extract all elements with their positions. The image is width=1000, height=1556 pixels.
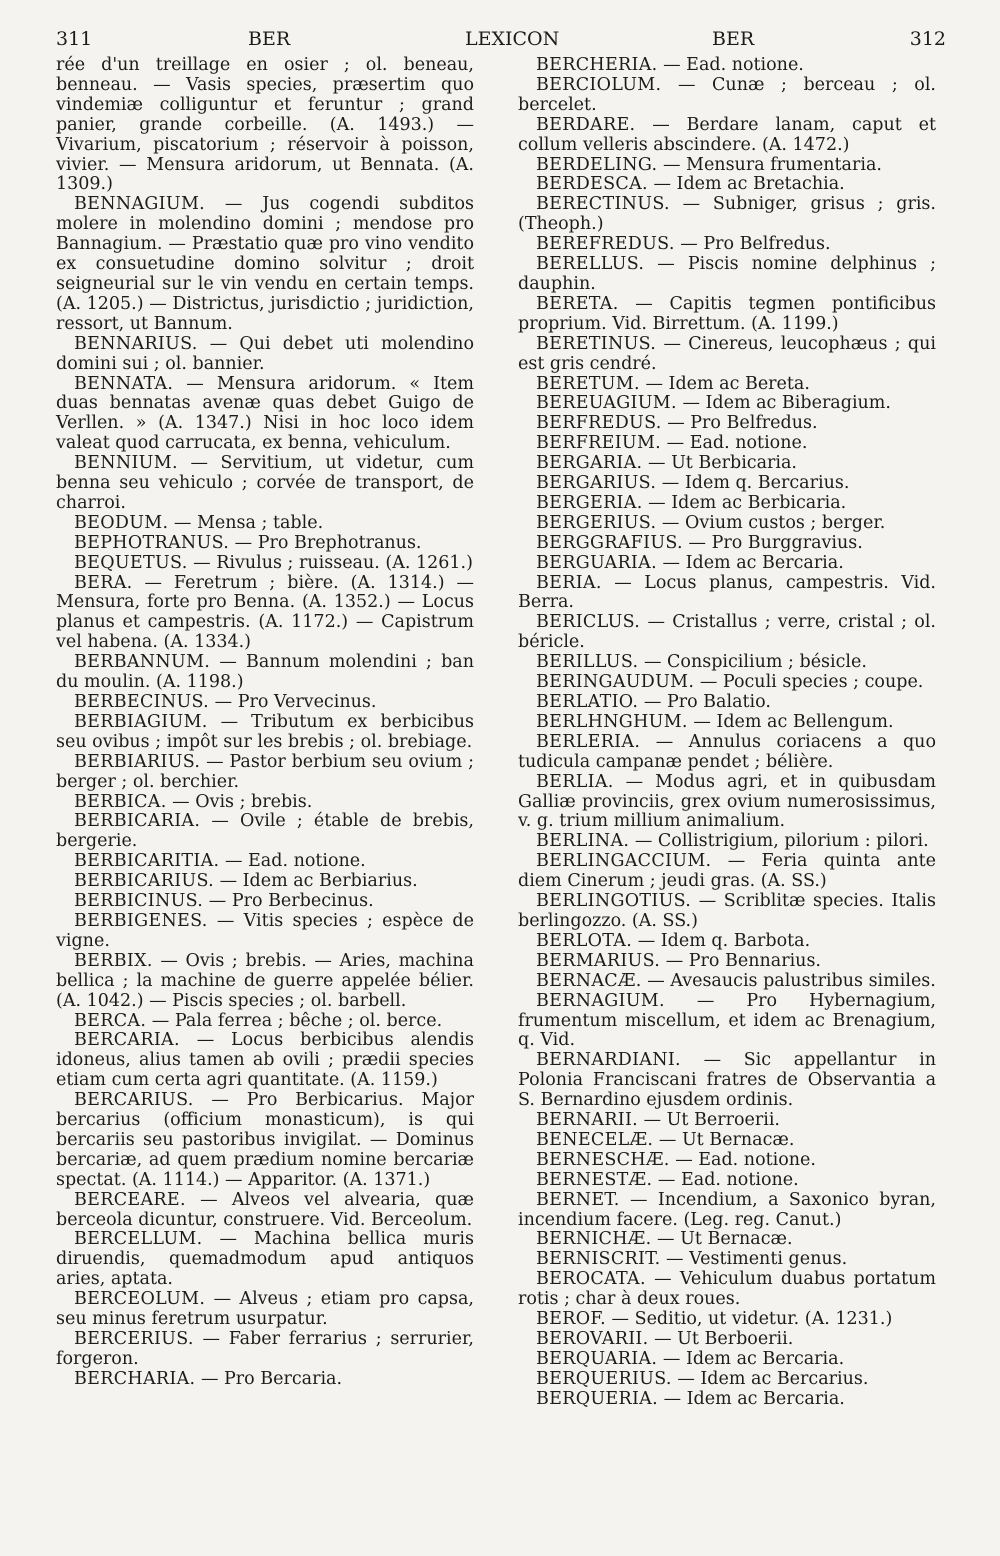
dictionary-entry [518, 235, 936, 255]
dictionary-entry [518, 1131, 936, 1151]
entry-headword: BERCIOLUM. [536, 74, 662, 95]
dictionary-entry [56, 514, 474, 534]
entry-headword: BERCELLUM. [74, 1229, 203, 1250]
entry-definition: — Pro Belfredus. [667, 413, 818, 434]
entry-definition: — Pro Vervecinus. [214, 692, 377, 712]
dictionary-entry [518, 832, 936, 852]
entry-definition: — Pro Belfredus. [680, 234, 831, 255]
entry-headword: BEQUETUS. [74, 552, 188, 573]
entry-headword: BERDARE. [536, 114, 636, 135]
dictionary-entry [518, 494, 936, 514]
entry-definition: — Pro Burggravius. [688, 532, 863, 553]
left-page-number: 311 [56, 28, 93, 50]
entry-headword: BERINGAUDUM. [536, 672, 695, 693]
dictionary-entry [56, 454, 474, 514]
dictionary-entry [518, 514, 936, 534]
dictionary-entry [56, 335, 474, 375]
entry-headword: BERBIX. [74, 950, 153, 971]
entry-definition: — Idem ac Bercaria. [662, 552, 844, 573]
entry-definition: — Ead. notione. [666, 433, 808, 454]
entry-headword: BERETINUS. [536, 333, 657, 354]
dictionary-entry [518, 116, 936, 156]
dictionary-entry [56, 534, 474, 554]
entry-headword: BERLINA. [536, 831, 630, 852]
entry-definition: — Ead. notione. [675, 1149, 816, 1170]
entry-headword: BERBIARIUS. [74, 751, 201, 772]
entry-definition: — Ead. notione. [657, 1169, 799, 1190]
entry-definition: — Bannum molendini ; ban du moulin. (A. 1198.) [56, 652, 474, 693]
entry-definition: — Cunæ ; berceau ; ol. bercelet. [518, 74, 936, 115]
entry-definition: — Mensura frumentaria. [662, 154, 882, 175]
dictionary-entry [56, 1012, 474, 1032]
entry-headword: BERQUERIA. [536, 1388, 658, 1409]
dictionary-entry [518, 1310, 936, 1330]
dictionary-entry [56, 1091, 474, 1191]
entry-definition: — Collistrigium, pilorium : pilori. [634, 831, 929, 852]
entry-headword: BERFREDUS. [536, 413, 662, 434]
entry-definition: — Berdare lanam, caput et collum velleris abscindere. (A. 1472.) [518, 114, 936, 155]
entry-headword: BERCERIUS. [74, 1329, 194, 1349]
dictionary-entry [56, 554, 474, 574]
entry-headword: BERGUARIA. [536, 552, 657, 573]
dictionary-entry [56, 375, 474, 455]
entry-definition: — Idem ac Bereta. [645, 373, 810, 394]
entry-headword: BERCHERIA. [536, 55, 658, 75]
dictionary-entry [518, 713, 936, 733]
dictionary-entry [56, 713, 474, 753]
entry-headword: BERNARDIANI. [536, 1050, 681, 1071]
dictionary-entry [518, 613, 936, 653]
entry-definition: — Seditio, ut videtur. (A. 1231.) [611, 1309, 893, 1330]
dictionary-entry [518, 693, 936, 713]
right-column [518, 56, 936, 1410]
dictionary-entry [56, 1290, 474, 1330]
entry-headword: BERCEARE. [74, 1189, 186, 1210]
entry-definition: — Incendium, a Saxonico byran, incendium facere. (Leg. reg. Canut.) [518, 1189, 936, 1230]
entry-headword: BERBICARITIA. [74, 851, 220, 872]
dictionary-entry [518, 195, 936, 235]
dictionary-entry [518, 454, 936, 474]
entry-definition: — Modus agri, et in quibusdam Galliæ provinciis, grex ovium numerosissimus, v. g. trium millium animalium. [518, 771, 936, 832]
entry-definition: — Ead. notione. [663, 55, 804, 75]
entry-headword: BEROVARII. [536, 1329, 649, 1349]
entry-definition: — Feria quinta ante diem Cinerum ; jeudi gras. (A. SS.) [518, 851, 936, 892]
entry-definition: — Pro Bennarius. [665, 950, 821, 971]
dictionary-entry [518, 1350, 936, 1370]
entry-headword: BERNARII. [536, 1110, 639, 1131]
entry-definition: — Ovis ; brebis. [172, 791, 313, 812]
dictionary-entry [56, 753, 474, 793]
left-column [56, 56, 474, 1390]
dictionary-entry [56, 574, 474, 654]
dictionary-entry [518, 932, 936, 952]
entry-definition: — Servitium, ut videtur, cum benna seu vehiculo ; corvée de transport, de charroi. [56, 453, 474, 513]
entry-definition: — Idem q. Barbota. [637, 930, 811, 951]
entry-headword: BERECTINUS. [536, 194, 670, 215]
entry-headword: BERGGRAFIUS. [536, 532, 683, 553]
entry-headword: BERNISCRIT. [536, 1249, 661, 1270]
entry-headword: BERETUM. [536, 373, 640, 394]
entry-headword: BERILLUS. [536, 652, 639, 673]
dictionary-entry [518, 1390, 936, 1410]
dictionary-entry [518, 1051, 936, 1111]
dictionary-entry [518, 852, 936, 892]
entry-definition: rée d'un treillage en osier ; ol. beneau, benneau. — Vasis species, præsertim quo vindemiæ colliguntur et feruntur ; grand panier, grande corbeille. (A. 1493.) — Vivarium, piscatorium ; réservoir à poisson, vivier. — Mensura aridorum, ut Bennata. (A. 1309.) [56, 55, 474, 195]
entry-definition: — Idem ac Berbiarius. [219, 871, 418, 892]
dictionary-entry [56, 852, 474, 872]
entry-definition: — Locus planus, campestris. Vid. Berra. [518, 572, 936, 613]
entry-headword: BERNESTÆ. [536, 1169, 653, 1190]
entry-definition: — Ut Bernacæ. [657, 1229, 793, 1250]
entry-headword: BENNIUM. [74, 453, 178, 474]
entry-definition: — Idem ac Bercaria. [662, 1348, 845, 1369]
dictionary-entry [518, 474, 936, 494]
dictionary-entry [56, 195, 474, 334]
entry-headword: BERQUARIA. [536, 1348, 658, 1369]
entry-headword: BERA. [74, 572, 133, 593]
running-header [50, 28, 950, 54]
entry-headword: BEODUM. [74, 512, 169, 533]
dictionary-entry [518, 1230, 936, 1250]
dictionary-entry [518, 554, 936, 574]
entry-headword: BERBICARIA. [74, 811, 201, 832]
dictionary-entry [518, 76, 936, 116]
entry-headword: BERETA. [536, 293, 619, 314]
entry-definition: — Idem q. Bercarius. [661, 473, 850, 494]
entry-definition: — Idem ac Bellengum. [693, 711, 894, 732]
entry-headword: BENNARIUS. [74, 333, 198, 354]
dictionary-entry [518, 1370, 936, 1390]
entry-definition: — Scriblitæ species. Italis berlingozzo. (A. SS.) [518, 891, 936, 931]
entry-definition: — Piscis nomine delphinus ; dauphin. [518, 254, 936, 294]
dictionary-entry [56, 1230, 474, 1290]
entry-definition: — Faber ferrarius ; serrurier, forgeron. [56, 1329, 474, 1369]
entry-headword: BERNET. [536, 1189, 620, 1210]
entry-definition: — Ovile ; étable de brebis, bergerie. [56, 811, 474, 852]
entry-definition: — Pro Balatio. [643, 692, 771, 712]
entry-definition: — Ut Berroerii. [643, 1110, 780, 1131]
entry-definition: — Vehiculum duabus portatum rotis ; char à deux roues. [518, 1269, 936, 1310]
dictionary-entry [518, 1270, 936, 1310]
entry-definition: — Cristallus ; verre, cristal ; ol. béricle. [518, 612, 936, 653]
entry-headword: BERBANNUM. [74, 652, 211, 673]
dictionary-entry [518, 773, 936, 833]
dictionary-entry [56, 872, 474, 892]
entry-headword: BERCARIUS. [74, 1090, 194, 1111]
entry-definition: — Jus cogendi subditos molere in molendino domini ; mendose pro Bannagium. — Præstatio quæ pro vino vendito ex consuetudine domino solvitur ; droit seigneurial sur le vin vendu en certain temps. (A. 1205.) — Districtus, jurisdictio ; juridiction, ressort, ut Bannum. [56, 194, 474, 334]
entry-definition: — Ovium custos ; berger. [661, 512, 886, 533]
dictionary-entry [56, 56, 474, 195]
entry-headword: BENNAGIUM. [74, 194, 206, 215]
running-title: LEXICON [465, 28, 560, 50]
right-guide-word: BER [712, 28, 755, 50]
entry-headword: BERGERIUS. [536, 512, 657, 533]
entry-definition: — Vestimenti genus. [666, 1249, 848, 1270]
entry-headword: BERICLUS. [536, 612, 641, 633]
entry-headword: BERBIAGIUM. [74, 711, 208, 732]
entry-headword: BERBICA. [74, 791, 167, 812]
entry-headword: BERLERIA. [536, 731, 641, 752]
entry-headword: BEREFREDUS. [536, 234, 675, 255]
entry-headword: BERELLUS. [536, 254, 645, 275]
entry-headword: BERNESCHÆ. [536, 1149, 670, 1170]
dictionary-entry [518, 1151, 936, 1171]
dictionary-entry [518, 992, 936, 1052]
dictionary-entry [518, 295, 936, 335]
entry-definition: — Poculi species ; coupe. [699, 672, 924, 693]
entry-definition: — Machina bellica muris diruendis, quemadmodum apud antiquos aries, aptata. [56, 1229, 474, 1290]
dictionary-entry [56, 892, 474, 912]
dictionary-entry [56, 1191, 474, 1231]
entry-definition: — Alveos vel alvearia, quæ berceola dicuntur, construere. Vid. Berceolum. [56, 1189, 474, 1230]
entry-definition: — Locus berbicibus alendis idoneus, alius tamen ab ovili ; prædii species etiam cum certa agri quantitate. (A. 1159.) [56, 1030, 474, 1091]
entry-definition: — Idem ac Biberagium. [682, 393, 891, 414]
entry-definition: — Pro Bercaria. [200, 1368, 343, 1389]
entry-headword: BERGARIA. [536, 453, 643, 474]
dictionary-entry [518, 1171, 936, 1191]
entry-definition: — Pro Berbicarius. Major bercarius (officium monasticum), is qui bercariis seu pastoribus invigilat. — Dominus bercariæ, ad quem prædium nomine bercariæ spectat. (A. 1114.) — Apparitor. (A. 1371.) [56, 1090, 474, 1190]
entry-definition: — Ut Berbicaria. [648, 453, 797, 474]
entry-headword: BERBICARIUS. [74, 871, 214, 892]
entry-headword: BERLINGACCIUM. [536, 851, 712, 872]
entry-definition: — Tributum ex berbicibus seu ovibus ; impôt sur les brebis ; ol. brebiage. [56, 711, 474, 752]
dictionary-entry [518, 1250, 936, 1270]
entry-definition: — Idem ac Bercaria. [663, 1388, 845, 1409]
dictionary-entry [56, 952, 474, 1012]
entry-definition: — Idem ac Bercarius. [677, 1368, 869, 1389]
entry-definition: — Capitis tegmen pontificibus proprium. Vid. Birrettum. (A. 1199.) [518, 293, 936, 334]
entry-definition: — Vitis species ; espèce de vigne. [56, 910, 474, 951]
entry-definition: — Pro Hybernagium, frumentum miscellum, et idem ac Brenagium, q. Vid. [518, 990, 936, 1051]
dictionary-entry [518, 534, 936, 554]
entry-headword: BEPHOTRANUS. [74, 532, 230, 553]
entry-definition: — Ovis ; brebis. — Aries, machina bellica ; la machine de guerre appelée bélier. (A. 1042.) — Piscis species ; ol. barbell. [56, 950, 474, 1011]
entry-headword: BERNICHÆ. [536, 1229, 652, 1250]
dictionary-entry [518, 255, 936, 295]
entry-definition: — Avesaucis palustribus similes. [647, 970, 936, 991]
dictionary-entry [518, 892, 936, 932]
entry-definition: — Annulus coriacens a quo tudicula campanæ pendet ; bélière. [518, 731, 936, 772]
entry-headword: BERLATIO. [536, 692, 639, 712]
entry-headword: BERFREIUM. [536, 433, 662, 454]
entry-definition: — Sic appellantur in Polonia Franciscani fratres de Observantia a S. Bernardino ejusdem ordinis. [518, 1050, 936, 1111]
entry-definition: — Idem ac Bretachia. [653, 174, 845, 195]
dictionary-entry [56, 793, 474, 813]
dictionary-entry [518, 434, 936, 454]
entry-headword: BENECELÆ. [536, 1129, 654, 1150]
dictionary-entry [56, 812, 474, 852]
entry-headword: BERMARIUS. [536, 950, 661, 971]
entry-headword: BERQUERIUS. [536, 1368, 672, 1389]
entry-definition: — Qui debet uti molendino domini sui ; ol. bannier. [56, 333, 474, 374]
left-guide-word: BER [248, 28, 291, 50]
entry-headword: BERBECINUS. [74, 692, 210, 712]
entry-headword: BERIA. [536, 572, 602, 593]
entry-definition: — Ead. notione. [224, 851, 366, 872]
entry-headword: BERLHNGHUM. [536, 711, 688, 732]
entry-headword: BERLOTA. [536, 930, 633, 951]
entry-headword: BERBIGENES. [74, 910, 208, 931]
entry-definition: — Pala ferrea ; bêche ; ol. berce. [151, 1010, 443, 1031]
entry-headword: BERNACÆ. [536, 970, 642, 991]
dictionary-entry [518, 952, 936, 972]
dictionary-entry [518, 1111, 936, 1131]
entry-headword: BERLIA. [536, 771, 614, 792]
entry-definition: — Pastor berbium seu ovium ; berger ; ol. berchier. [56, 751, 474, 792]
entry-definition: — Cinereus, leucophæus ; qui est gris cendré. [518, 333, 936, 374]
entry-headword: BERDESCA. [536, 174, 648, 195]
entry-definition: — Mensa ; table. [173, 512, 324, 533]
entry-headword: BEROF. [536, 1309, 606, 1330]
entry-headword: BERLINGOTIUS. [536, 891, 692, 912]
dictionary-entry [518, 972, 936, 992]
entry-headword: BERGERIA. [536, 492, 643, 513]
entry-definition: — Ut Berboerii. [654, 1329, 794, 1349]
entry-headword: BENNATA. [74, 373, 174, 394]
entry-definition: — Ut Bernacæ. [658, 1129, 795, 1150]
right-page-number: 312 [909, 28, 946, 50]
entry-headword: BERCHARIA. [74, 1368, 196, 1389]
dictionary-entry [518, 175, 936, 195]
dictionary-entry [518, 394, 936, 414]
entry-headword: BERDELING. [536, 154, 658, 175]
dictionary-entry [56, 1031, 474, 1091]
entry-headword: BERCARIA. [74, 1030, 180, 1051]
entry-definition: — Idem ac Berbicaria. [648, 492, 847, 513]
entry-definition: — Pro Brephotranus. [234, 532, 422, 553]
entry-headword: BEROCATA. [536, 1269, 646, 1290]
entry-headword: BERCA. [74, 1010, 147, 1031]
dictionary-entry [56, 693, 474, 713]
dictionary-entry [518, 414, 936, 434]
dictionary-entry [518, 673, 936, 693]
dictionary-entry [56, 912, 474, 952]
dictionary-entry [518, 653, 936, 673]
dictionary-entry [518, 335, 936, 375]
entry-definition: — Pro Berbecinus. [208, 891, 374, 912]
dictionary-entry [56, 1330, 474, 1370]
dictionary-entry [518, 156, 936, 176]
dictionary-entry [518, 375, 936, 395]
dictionary-entry [518, 1191, 936, 1231]
entry-definition: — Alveus ; etiam pro capsa, seu minus feretrum usurpatur. [56, 1289, 474, 1330]
entry-headword: BERBICINUS. [74, 891, 204, 912]
entry-definition: — Mensura aridorum. « Item duas bennatas avenæ quas debet Guigo de Verllen. » (A. 1347.) Nisi in hoc loco idem valeat quod carrucata, ex benna, vehiculum. [56, 373, 474, 454]
entry-headword: BEREUAGIUM. [536, 393, 677, 414]
entry-definition: — Feretrum ; bière. (A. 1314.) — Mensura, forte pro Benna. (A. 1352.) — Locus planus et campestris. (A. 1172.) — Capistrum vel habena. (A. 1334.) [56, 572, 474, 653]
dictionary-entry [518, 574, 936, 614]
dictionary-entry [518, 1330, 936, 1350]
dictionary-entry [56, 653, 474, 693]
entry-definition: — Rivulus ; ruisseau. (A. 1261.) [193, 552, 473, 573]
dictionary-entry [56, 1370, 474, 1390]
dictionary-entry [518, 733, 936, 773]
entry-headword: BERGARIUS. [536, 473, 657, 494]
entry-definition: — Subniger, grisus ; gris. (Theoph.) [518, 194, 936, 235]
entry-headword: BERCEOLUM. [74, 1289, 206, 1310]
entry-definition: — Conspicilium ; bésicle. [643, 652, 867, 673]
entry-headword: BERNAGIUM. [536, 990, 665, 1011]
dictionary-entry [518, 56, 936, 76]
